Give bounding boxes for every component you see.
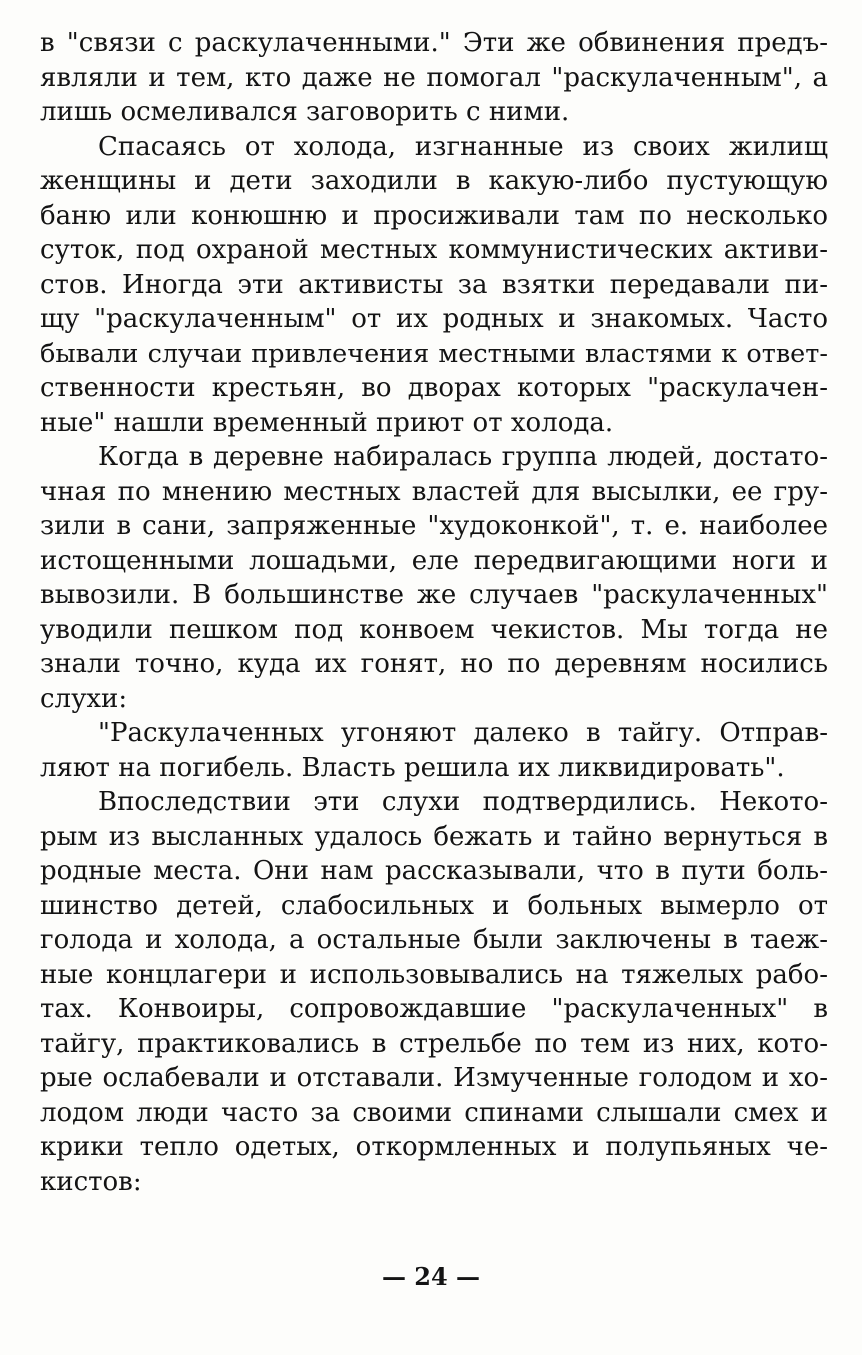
text-line: тах. Конвоиры, сопровождавшие "раскулаченных" в: [40, 994, 828, 1024]
text-line: являли и тем, кто даже не помогал "раскулаченным", а: [40, 62, 828, 93]
text-line: рым из высланных удалось бежать и тайно вернуться в: [40, 821, 828, 852]
text-line: родные места. Они нам рассказывали, что в пути боль-: [40, 856, 828, 886]
text-line: бывали случаи привлечения местными властями к ответ-: [40, 338, 828, 369]
text-line: баню или конюшню и просиживали там по несколько: [40, 200, 828, 231]
text-line: зили в сани, запряженные "худоконкой", т. е. наиболее: [40, 511, 828, 541]
text-line: ственности крестьян, во дворах которых "раскулачен-: [40, 373, 828, 403]
text-line: ные" нашли временный приют от холода.: [40, 407, 614, 438]
body-text: [40, 26, 828, 1199]
text-line: тайгу, практиковались в стрельбе по тем из них, кото-: [40, 1028, 828, 1059]
text-line: истощенными лошадьми, еле передвигающими ноги и: [40, 545, 828, 576]
text-line: щу "раскулаченным" от их родных и знакомых. Часто: [40, 304, 828, 334]
text-line: знали точно, куда их гонят, но по деревням носились: [40, 649, 828, 679]
paragraph-first-line: Впоследствии эти слухи подтвердились. Некото-: [98, 787, 828, 817]
text-line: слухи:: [40, 683, 128, 714]
text-line: крики тепло одетых, откормленных и полупьяных че-: [40, 1132, 828, 1162]
paragraph-first-line: Когда в деревне набиралась группа людей, достато-: [98, 442, 828, 472]
text-line: ные концлагери и использовывались на тяжелых рабо-: [40, 959, 828, 990]
text-line: рые ослабевали и отставали. Измученные голодом и хо-: [40, 1063, 828, 1093]
text-line: вывозили. В большинстве же случаев "раскулаченных": [40, 580, 828, 610]
text-line: суток, под охраной местных коммунистических активи-: [40, 235, 828, 265]
text-line: ляют на погибель. Власть решила их ликвидировать".: [40, 752, 785, 783]
paragraph-first-line: "Раскулаченных угоняют далеко в тайгу. Отправ-: [98, 718, 828, 748]
text-line: женщины и дети заходили в какую-либо пустующую: [40, 166, 828, 196]
text-line: чная по мнению местных властей для высылки, ее гру-: [40, 476, 828, 507]
text-line: в "связи с раскулаченными." Эти же обвинения предъ-: [40, 28, 828, 58]
text-line: голода и холода, а остальные были заключены в таеж-: [40, 925, 828, 955]
text-line: лодом люди часто за своими спинами слышали смех и: [40, 1097, 828, 1128]
page-number: — 24 —: [381, 1262, 481, 1291]
text-line: стов. Иногда эти активисты за взятки передавали пи-: [40, 269, 828, 300]
paragraph-first-line: Спасаясь от холода, изгнанные из своих жилищ: [98, 131, 828, 162]
text-line: кистов:: [40, 1166, 142, 1197]
text-line: лишь осмеливался заговорить с ними.: [40, 97, 570, 127]
text-line: уводили пешком под конвоем чекистов. Мы тогда не: [40, 614, 828, 645]
text-line: шинство детей, слабосильных и больных вымерло от: [40, 890, 828, 921]
